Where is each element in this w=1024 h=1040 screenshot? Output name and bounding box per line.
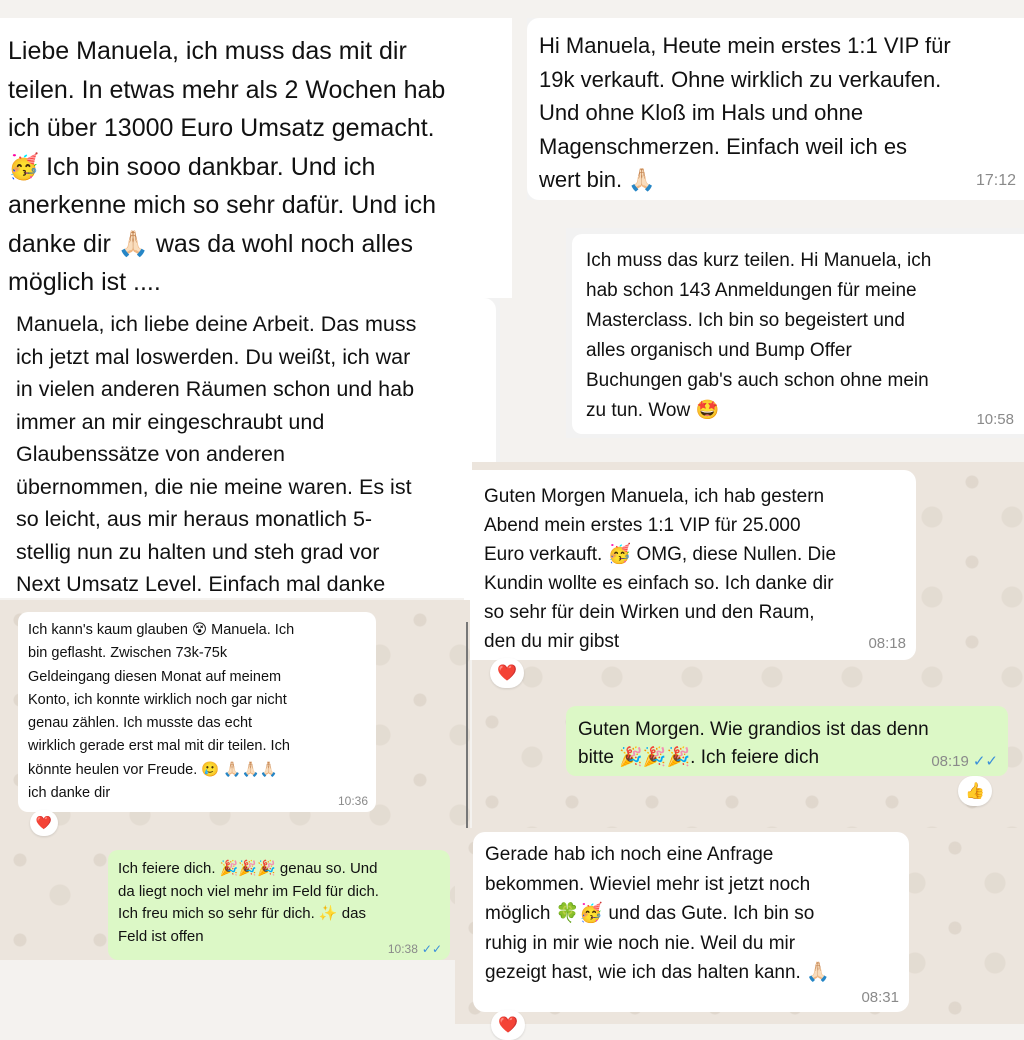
heart-reaction-icon[interactable]: ❤️	[30, 810, 58, 836]
screenshot-panel-5	[472, 462, 1024, 828]
read-ticks-icon: ✓✓	[421, 942, 442, 956]
message-timestamp: 08:18	[868, 635, 906, 652]
message-timestamp: 08:31	[861, 989, 899, 1006]
message-bubble[interactable]	[572, 234, 1024, 434]
message-text: Ich muss das kurz teilen. Hi Manuela, ich hab schon 143 Anmeldungen für meine Masterclass. Ich bin so begeistert und alles organisch und Bump Offer Buchungen gab's auch schon ohne mein zu tun. Wow 🤩	[586, 250, 932, 421]
message-text: Ich feiere dich. 🎉🎉🎉 genau so. Und da liegt noch viel mehr im Feld für dich. Ich freu mich so sehr für dich. ✨ das Feld ist offen	[118, 860, 379, 945]
message-text: Hi Manuela, Heute mein erstes 1:1 VIP für 19k verkauft. Ohne wirklich zu verkaufen. Und ohne Kloß im Hals und ohne Magenschmerzen. Einfach weil ich es wert bin. 🙏🏻	[539, 33, 951, 192]
message-text: Liebe Manuela, ich muss das mit dir teilen. In etwas mehr als 2 Wochen hab ich über 13000 Euro Umsatz gemacht. 🥳 Ich bin sooo dankbar. Und ich anerkenne mich so sehr dafür. Und ich danke dir 🙏🏻 was da wohl noch alles möglich ist ....	[8, 37, 446, 296]
heart-reaction-icon[interactable]: ❤️	[490, 658, 524, 688]
screenshot-panel-3	[566, 228, 1024, 438]
read-ticks-icon: ✓✓	[972, 753, 998, 770]
message-bubble[interactable]	[464, 470, 916, 660]
message-bubble[interactable]	[473, 832, 909, 1012]
message-timestamp	[931, 752, 998, 770]
message-text: Gerade hab ich noch eine Anfrage bekommen. Wieviel mehr ist jetzt noch möglich 🍀🥳 und das Gute. Ich bin so ruhig in mir wie noch nie. Weil du mir gezeigt hast, wie ich das halten kann. 🙏🏻	[485, 844, 830, 983]
message-bubble[interactable]	[0, 298, 496, 598]
message-timestamp: 10:58	[976, 411, 1014, 428]
screenshot-panel-4	[0, 298, 500, 596]
screenshot-panel-7	[455, 828, 1024, 1034]
message-timestamp: 17:12	[975, 172, 1016, 189]
message-bubble-outgoing[interactable]	[566, 706, 1008, 776]
heart-reaction-icon[interactable]: ❤️	[491, 1010, 525, 1040]
message-text: Guten Morgen. Wie grandios ist das denn bitte 🎉🎉🎉. Ich feiere dich	[578, 719, 929, 768]
message-bubble[interactable]	[18, 612, 376, 812]
message-text: Guten Morgen Manuela, ich hab gestern Abend mein erstes 1:1 VIP für 25.000 Euro verkauft. 🥳 OMG, diese Nullen. Die Kundin wollte es einfach so. Ich danke dir so sehr für dein Wirken und den Raum, den du mir gibst	[484, 486, 837, 652]
screenshot-panel-2	[527, 18, 1024, 200]
message-timestamp	[388, 942, 442, 956]
message-bubble-outgoing[interactable]	[108, 850, 450, 960]
thumbs-up-reaction-icon[interactable]: 👍	[958, 776, 992, 806]
timestamp-text: 08:19	[931, 753, 969, 770]
screenshot-panel-1	[0, 18, 512, 298]
message-text: Ich kann's kaum glauben 😵 Manuela. Ich bin geflasht. Zwischen 73k-75k Geldeingang diesen Monat auf meinem Konto, ich konnte wirklich noch gar nicht genau zählen. Ich musste das echt wirklich gerade erst mal mit dir teilen. Ich könnte heulen vor Freude. 🥲 🙏🏻🙏🏻🙏🏻 ich danke dir	[28, 622, 295, 802]
message-bubble[interactable]	[0, 18, 512, 298]
message-text: Manuela, ich liebe deine Arbeit. Das muss ich jetzt mal loswerden. Du weißt, ich war in vielen anderen Räumen schon und hab immer an mir eingeschraubt und Glaubenssätze von anderen übernommen, die nie meine waren. Es ist so leicht, aus mir heraus monatlich 5- stellig nun zu halten und steh grad vor Next Umsatz Level. Einfach mal danke	[16, 312, 417, 596]
message-bubble[interactable]	[527, 18, 1024, 200]
timestamp-text: 10:38	[387, 942, 418, 956]
screenshot-panel-6	[0, 600, 470, 960]
message-timestamp: 10:36	[337, 794, 368, 808]
